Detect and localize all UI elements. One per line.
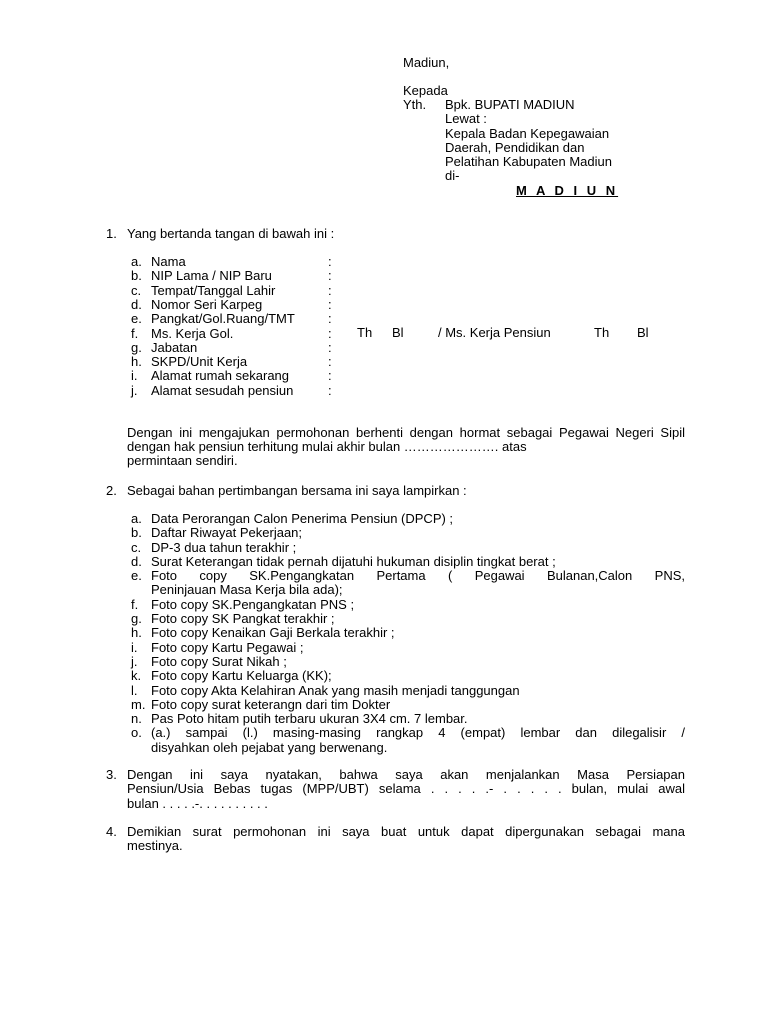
- attachment-item: Foto copy SK Pangkat terakhir ;: [151, 611, 335, 626]
- attachment-item: Data Perorangan Calon Penerima Pensiun (DPCP) ;: [151, 511, 454, 526]
- section-4-line-1: Demikian surat permohonan ini saya buat untuk dapat dipergunakan sebagai mana: [127, 824, 685, 839]
- field-label: Nama: [151, 254, 186, 269]
- section-4-line-2: mestinya.: [127, 838, 183, 853]
- section-3-number: 3.: [106, 767, 117, 782]
- attachment-letter: f.: [131, 597, 139, 612]
- attachment-item-continuation: Peninjauan Masa Kerja bila ada);: [151, 582, 343, 597]
- field-letter: h.: [131, 354, 142, 369]
- attachment-item: Foto copy Kartu Keluarga (KK);: [151, 668, 332, 683]
- masa-kerja-pensiun-label: / Ms. Kerja Pensiun: [438, 325, 551, 340]
- attachment-item: Foto copy Kenaikan Gaji Berkala terakhir ;: [151, 625, 395, 640]
- attachment-item: Foto copy Akta Kelahiran Anak yang masih menjadi tanggungan: [151, 683, 520, 698]
- attachment-letter: e.: [131, 568, 142, 583]
- masa-kerja-pensiun-bl: Bl: [637, 325, 649, 340]
- field-label: Jabatan: [151, 340, 198, 355]
- section-1-number: 1.: [106, 226, 117, 241]
- section-1-intro: Yang bertanda tangan di bawah ini :: [127, 226, 335, 241]
- attachment-item: Pas Poto hitam putih terbaru ukuran 3X4 cm. 7 lembar.: [151, 711, 468, 726]
- field-label: Pangkat/Gol.Ruang/TMT: [151, 311, 295, 326]
- field-letter: e.: [131, 311, 142, 326]
- masa-kerja-th: Th: [357, 325, 373, 340]
- field-label: NIP Lama / NIP Baru: [151, 268, 272, 283]
- attachment-item: DP-3 dua tahun terakhir ;: [151, 540, 297, 555]
- attachment-letter: n.: [131, 711, 142, 726]
- attachment-letter: b.: [131, 525, 142, 540]
- via-label: Lewat :: [445, 111, 487, 126]
- section-3-line-2: Pensiun/Usia Bebas tugas (MPP/UBT) selama . . . . .- . . . . . bulan, mulai awal: [127, 781, 685, 796]
- city-heading: M A D I U N: [516, 183, 619, 198]
- field-colon: :: [328, 326, 332, 341]
- field-colon: :: [328, 354, 332, 369]
- city-date: Madiun,: [403, 55, 450, 70]
- via-line-4: di-: [445, 168, 460, 183]
- field-letter: i.: [131, 368, 138, 383]
- request-paragraph-body: Dengan ini mengajukan permohonan berhenti dengan hormat sebagai Pegawai Negeri Sipil dengan hak pensiun terhitung mulai akhir bulan …………………. atas: [127, 425, 685, 454]
- via-line-3: Pelatihan Kabupaten Madiun: [445, 154, 612, 169]
- field-label: SKPD/Unit Kerja: [151, 354, 248, 369]
- attachment-item: Surat Keterangan tidak pernah dijatuhi hukuman disiplin tingkat berat ;: [151, 554, 556, 569]
- field-letter: g.: [131, 340, 142, 355]
- kepada-label: Kepada: [403, 83, 448, 98]
- field-label: Alamat rumah sekarang: [151, 368, 290, 383]
- yth-prefix: Yth.: [403, 97, 427, 112]
- field-letter: j.: [131, 383, 138, 398]
- attachment-item: Foto copy SK.Pengangkatan Pertama ( Pegawai Bulanan,Calon PNS,: [151, 568, 685, 583]
- section-3-line-3: bulan . . . . .-. . . . . . . . . .: [127, 796, 268, 811]
- attachment-item: Foto copy Surat Nikah ;: [151, 654, 287, 669]
- field-colon: :: [328, 368, 332, 383]
- field-colon: :: [328, 283, 332, 298]
- section-2-number: 2.: [106, 483, 117, 498]
- field-letter: d.: [131, 297, 142, 312]
- field-colon: :: [328, 340, 332, 355]
- field-colon: :: [328, 297, 332, 312]
- request-paragraph: [127, 426, 685, 468]
- field-letter: a.: [131, 254, 142, 269]
- section-3-line-1: Dengan ini saya nyatakan, bahwa saya akan menjalankan Masa Persiapan: [127, 767, 685, 782]
- attachment-letter: k.: [131, 668, 142, 683]
- field-colon: :: [328, 383, 332, 398]
- via-line-2: Daerah, Pendidikan dan: [445, 140, 585, 155]
- attachment-item: Foto copy surat keterangn dari tim Dokter: [151, 697, 391, 712]
- attachment-letter: o.: [131, 725, 142, 740]
- attachment-item: Daftar Riwayat Pekerjaan;: [151, 525, 303, 540]
- attachment-letter: i.: [131, 640, 138, 655]
- field-colon: :: [328, 268, 332, 283]
- field-label: Nomor Seri Karpeg: [151, 297, 263, 312]
- masa-kerja-pensiun-th: Th: [594, 325, 610, 340]
- field-letter: f.: [131, 326, 139, 341]
- attachment-letter: d.: [131, 554, 142, 569]
- request-paragraph-end: permintaan sendiri.: [127, 453, 238, 468]
- masa-kerja-bl: Bl: [392, 325, 404, 340]
- attachment-letter: a.: [131, 511, 142, 526]
- attachment-item: Foto copy Kartu Pegawai ;: [151, 640, 304, 655]
- attachment-item-continuation: disyahkan oleh pejabat yang berwenang.: [151, 740, 388, 755]
- attachment-letter: h.: [131, 625, 142, 640]
- recipient: Bpk. BUPATI MADIUN: [445, 97, 575, 112]
- attachment-item: Foto copy SK.Pengangkatan PNS ;: [151, 597, 355, 612]
- attachment-item: (a.) sampai (l.) masing-masing rangkap 4 (empat) lembar dan dilegalisir /: [151, 725, 685, 740]
- section-2-intro: Sebagai bahan pertimbangan bersama ini saya lampirkan :: [127, 483, 467, 498]
- attachment-letter: c.: [131, 540, 142, 555]
- field-letter: b.: [131, 268, 142, 283]
- attachment-letter: g.: [131, 611, 142, 626]
- field-letter: c.: [131, 283, 142, 298]
- field-colon: :: [328, 254, 332, 269]
- field-colon: :: [328, 311, 332, 326]
- attachment-letter: j.: [131, 654, 138, 669]
- field-label: Tempat/Tanggal Lahir: [151, 283, 276, 298]
- section-4-number: 4.: [106, 824, 117, 839]
- attachment-letter: m.: [131, 697, 146, 712]
- field-label: Alamat sesudah pensiun: [151, 383, 294, 398]
- attachment-letter: l.: [131, 683, 138, 698]
- field-label: Ms. Kerja Gol.: [151, 326, 234, 341]
- via-line-1: Kepala Badan Kepegawaian: [445, 126, 610, 141]
